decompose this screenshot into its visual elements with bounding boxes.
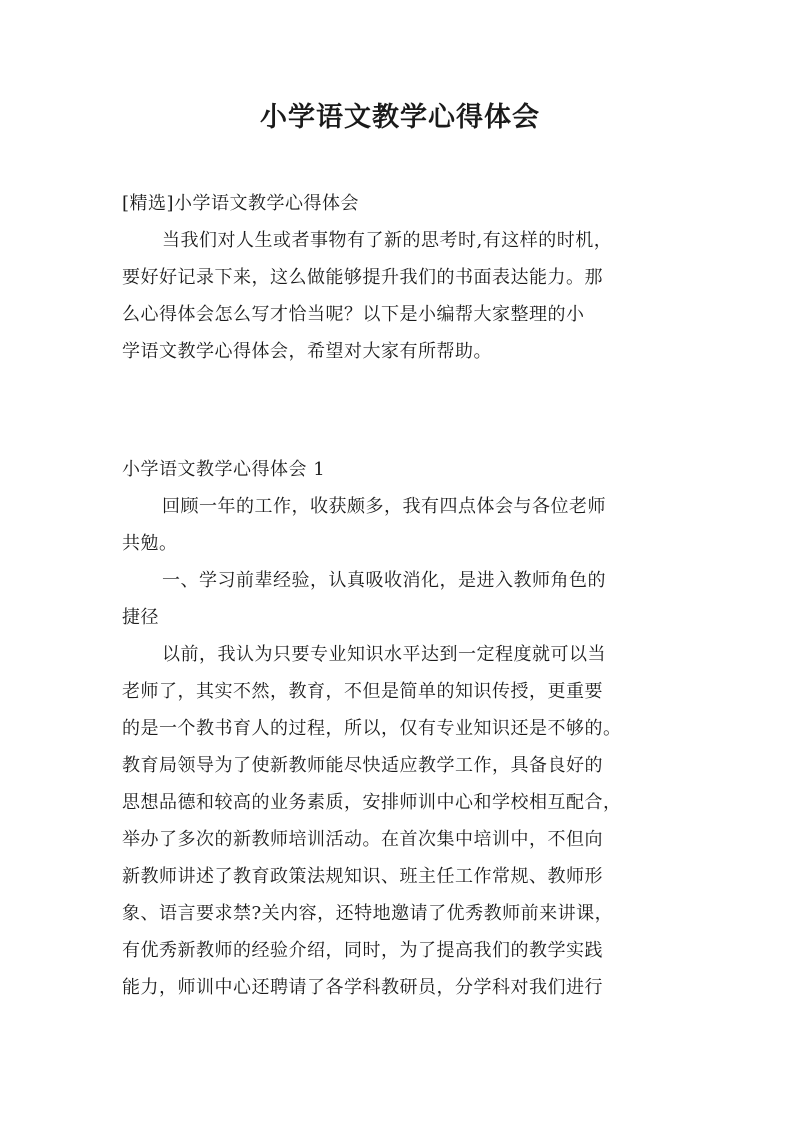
paragraph-3-line: 以前，我认为只要专业知识水平达到一定程度就可以当 — [162, 644, 606, 665]
section-1 — [122, 451, 682, 1006]
intro-paragraph-line: 学语文教学心得体会，希望对大家有所帮助。 — [122, 341, 492, 362]
document-title: 小学语文教学心得体会 — [260, 102, 540, 133]
paragraph-3-line: 思想品德和较高的业务素质，安排师训中心和学校相互配合， — [122, 792, 622, 813]
paragraph-2-line: 一、学习前辈经验，认真吸收消化，是进入教师角色的 — [162, 570, 606, 591]
intro-paragraph-line: 当我们对人生或者事物有了新的思考时,有这样的时机， — [162, 230, 613, 251]
paragraph-3-line: 教育局领导为了使新教师能尽快适应教学工作，具备良好的 — [122, 755, 603, 776]
intro-paragraph-line: 要好好记录下来，这么做能够提升我们的书面表达能力。那 — [122, 267, 603, 288]
section-1-heading: 小学语文教学心得体会 1 — [122, 459, 326, 480]
intro-section — [122, 185, 682, 370]
intro-paragraph-line: 么心得体会怎么写才恰当呢？以下是小编帮大家整理的小 — [122, 304, 585, 325]
paragraph-1-line: 回顾一年的工作，收获颇多，我有四点体会与各位老师 — [162, 496, 606, 517]
paragraph-3-line: 象、语言要求禁?关内容，还特地邀请了优秀教师前来讲课， — [122, 903, 614, 924]
paragraph-1-line: 共勉。 — [122, 533, 178, 554]
paragraph-2-line: 捷径 — [122, 607, 159, 628]
paragraph-3-line: 能力，师训中心还聘请了各学科教研员，分学科对我们进行 — [122, 977, 603, 998]
paragraph-3-line: 有优秀新教师的经验介绍，同时，为了提高我们的教学实践 — [122, 940, 603, 961]
paragraph-3-line: 老师了，其实不然，教育，不但是简单的知识传授，更重要 — [122, 681, 603, 702]
intro-heading: [精选]小学语文教学心得体会 — [122, 193, 360, 214]
paragraph-3-line: 的是一个教书育人的过程，所以，仅有专业知识还是不够的。 — [122, 718, 622, 739]
paragraph-3-line: 举办了多次的新教师培训活动。在首次集中培训中，不但向 — [122, 829, 603, 850]
paragraph-3-line: 新教师讲述了教育政策法规知识、班主任工作常规、教师形 — [122, 866, 603, 887]
